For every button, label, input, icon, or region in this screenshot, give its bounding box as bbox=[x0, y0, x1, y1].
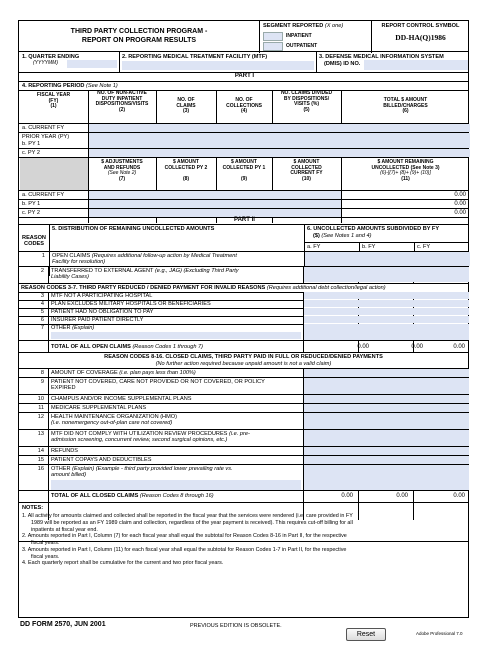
form-header bbox=[18, 20, 469, 52]
code-8-inputs[interactable] bbox=[304, 369, 469, 377]
row-current-fy: a. CURRENT FY bbox=[22, 125, 65, 131]
code-6-inputs[interactable] bbox=[304, 316, 469, 323]
quarter-ending-label: 1. QUARTER ENDING bbox=[22, 54, 80, 60]
heading-codes-8-16: REASON CODES 8-16. CLOSED CLAIMS, THIRD PARTY PAID IN FULL OR REDUCED/DENIED PAYMENTS bbox=[104, 354, 383, 360]
code-2-desc: TRANSFERRED TO EXTERNAL AGENT (e.g., JAG) (Excluding Third Party Liability Cases) bbox=[51, 268, 239, 281]
heading-codes-8-16-note: (No further action required because unpaid amount is not a valid claim) bbox=[155, 361, 332, 367]
code-16-explain-input[interactable] bbox=[51, 480, 301, 490]
code-7-number: 7 bbox=[40, 325, 44, 331]
code-10-inputs[interactable] bbox=[304, 395, 469, 403]
fy-col-a: a. FY bbox=[307, 244, 321, 250]
code-4-number: 4 bbox=[40, 301, 44, 307]
obsolete-notice: PREVIOUS EDITION IS OBSOLETE. bbox=[190, 623, 282, 629]
mtf-label: 2. REPORTING MEDICAL TREATMENT FACILITY (MTF) bbox=[122, 54, 268, 60]
row-bottom-py1: b. PY 1 bbox=[22, 201, 41, 207]
code-6-number: 6 bbox=[40, 317, 44, 323]
code-8-number: 8 bbox=[40, 370, 44, 376]
remaining-current-fy: 0.00 bbox=[454, 192, 466, 198]
section5-heading: 5. DISTRIBUTION OF REMAINING UNCOLLECTED AMOUNTS bbox=[52, 226, 215, 232]
report-control-symbol-value: DD-HA(Q)1986 bbox=[395, 33, 446, 42]
form-id: DD FORM 2570, JUN 2001 bbox=[20, 621, 106, 628]
col1-header: FISCAL YEAR (FY) (1) bbox=[36, 92, 71, 110]
code-5-number: 5 bbox=[40, 309, 44, 315]
remaining-py1: 0.00 bbox=[454, 201, 466, 207]
code-9-number: 9 bbox=[40, 379, 44, 385]
col8-header: $ AMOUNT COLLECTED PY 2 (8) bbox=[164, 159, 208, 182]
code-13-number: 13 bbox=[37, 431, 44, 437]
grey-blank-cell bbox=[20, 158, 88, 190]
outpatient-checkbox[interactable] bbox=[263, 42, 283, 51]
code-2-inputs[interactable] bbox=[304, 267, 469, 282]
total-closed-b: 0.00 bbox=[396, 493, 408, 499]
total-closed-a: 0.00 bbox=[341, 493, 353, 499]
code-2-number: 2 bbox=[40, 268, 44, 274]
code-3-desc: MTF NOT A PARTICIPATING HOSPITAL bbox=[51, 293, 153, 299]
code-7-explain-input[interactable] bbox=[51, 332, 301, 339]
code-14-inputs[interactable] bbox=[304, 447, 469, 455]
code-7-inputs[interactable] bbox=[304, 324, 469, 340]
total-open-b: 0.00 bbox=[411, 344, 423, 350]
col7-header: $ ADJUSTMENTS AND REFUNDS (See Note 2) (7) bbox=[101, 159, 143, 182]
code-14-number: 14 bbox=[37, 448, 44, 454]
code-15-desc: PATIENT COPAYS AND DEDUCTIBLES bbox=[51, 457, 152, 463]
fy-col-c: c. FY bbox=[417, 244, 431, 250]
col4-header: NO. OF COLLECTIONS (4) bbox=[226, 97, 262, 115]
dmis-input[interactable] bbox=[364, 60, 468, 70]
report-control-symbol-label: REPORT CONTROL SYMBOL bbox=[381, 23, 460, 29]
row-bottom-current-fy: a. CURRENT FY bbox=[22, 192, 65, 198]
code-13-desc: MTF DID NOT COMPLY WITH UTILIZATION REVIEW PROCEDURES (i.e. pre- admission screening, concurrent review, second surgical opinions, etc.) bbox=[51, 431, 250, 444]
code-12-number: 12 bbox=[37, 414, 44, 420]
quarter-ending-input[interactable] bbox=[67, 60, 117, 68]
total-closed-c: 0.00 bbox=[453, 493, 465, 499]
part1-top-py1-inputs[interactable] bbox=[89, 133, 470, 148]
adobe-version: Adobe Professional 7.0 bbox=[416, 631, 463, 636]
form-title-line1: THIRD PARTY COLLECTION PROGRAM - bbox=[70, 28, 208, 35]
part2-heading: PART II bbox=[234, 217, 255, 223]
section6-heading: 6. UNCOLLECTED AMOUNTS SUBDIVIDED BY FY bbox=[307, 226, 440, 232]
total-closed-label: TOTAL OF ALL CLOSED CLAIMS (Reason Codes 8 through 16) bbox=[51, 493, 214, 499]
total-open-a: 0.00 bbox=[357, 344, 369, 350]
notes-heading: NOTES: bbox=[22, 505, 44, 511]
dmis-label-2: (DMIS) ID NO. bbox=[324, 61, 361, 67]
code-11-number: 11 bbox=[38, 405, 44, 411]
code-1-number: 1 bbox=[41, 253, 45, 259]
part1-top-current-fy-inputs[interactable] bbox=[89, 124, 470, 132]
code-10-number: 10 bbox=[37, 396, 44, 402]
mtf-input[interactable] bbox=[122, 61, 314, 70]
reporting-period-label: 4. REPORTING PERIOD (See Note 1) bbox=[22, 83, 118, 89]
code-9-inputs[interactable] bbox=[304, 378, 469, 394]
code-15-inputs[interactable] bbox=[304, 456, 469, 464]
code-9-desc: PATIENT NOT COVERED, CARE NOT PROVIDED OR NOT COVERED, OR POLICY EXPIRED bbox=[51, 379, 265, 392]
code-7-desc: OTHER (Explain) bbox=[51, 325, 95, 331]
row-py1: b. PY 1 bbox=[22, 141, 41, 147]
code-13-inputs[interactable] bbox=[304, 430, 469, 446]
reason-codes-header: REASON CODES bbox=[22, 235, 46, 248]
notes-section bbox=[18, 502, 469, 618]
code-12-inputs[interactable] bbox=[304, 413, 469, 429]
code-11-desc: MEDICARE SUPPLEMENTAL PLANS bbox=[51, 405, 147, 411]
part1-heading: PART I bbox=[234, 73, 255, 79]
quarter-ending-format: (YYYYMM) bbox=[33, 60, 58, 66]
section6-heading-b: ($) (See Notes 1 and 4) bbox=[313, 233, 372, 239]
col3-header: NO. OF CLAIMS (3) bbox=[176, 97, 196, 115]
code-1-inputs[interactable] bbox=[305, 252, 470, 266]
row-prior-year: PRIOR YEAR (PY) bbox=[22, 134, 70, 140]
code-14-desc: REFUNDS bbox=[51, 448, 79, 454]
col6-header: TOTAL $ AMOUNT BILLED/CHARGES (6) bbox=[383, 97, 428, 115]
outpatient-label: OUTPATIENT bbox=[286, 43, 318, 49]
reset-button[interactable]: Reset bbox=[346, 628, 386, 641]
code-15-number: 15 bbox=[37, 457, 44, 463]
dmis-label-1: 3. DEFENSE MEDICAL INFORMATION SYSTEM bbox=[319, 54, 444, 60]
code-8-desc: AMOUNT OF COVERAGE (i.e. plan pays less than 100%) bbox=[51, 370, 196, 376]
code-6-desc: INSURER PAID PATIENT DIRECTLY bbox=[51, 317, 144, 323]
code-16-number: 16 bbox=[37, 466, 44, 472]
code-10-desc: CHAMPUS AND/OR INCOME SUPPLEMENTAL PLANS bbox=[51, 396, 192, 402]
part1-bottom-py2-inputs[interactable] bbox=[89, 209, 341, 217]
code-16-desc: OTHER (Explain) (Example - third party provided lower prevailing rate vs. amount billed) bbox=[51, 466, 233, 479]
code-11-inputs[interactable] bbox=[304, 404, 469, 412]
col10-header: $ AMOUNT COLLECTED CURRENT FY (10) bbox=[290, 159, 323, 182]
code-1-desc: OPEN CLAIMS (Requires additional follow-up action by Medical Treatment Facility for resolution) bbox=[52, 253, 237, 266]
row-bottom-py2: c. PY 2 bbox=[22, 210, 40, 216]
row-py2: c. PY 2 bbox=[22, 150, 40, 156]
divider-open bbox=[18, 352, 469, 353]
code-12-desc: HEALTH MAINTENANCE ORGANIZATION (HMO) (i.e. nonemergency out-of-plan care not covered) bbox=[51, 414, 177, 427]
remaining-py2: 0.00 bbox=[454, 210, 466, 216]
heading-codes-3-7: REASON CODES 3-7. THIRD PARTY REDUCED / DENIED PAYMENT FOR INVALID REASONS (Requires additional debt collection/legal action) bbox=[21, 285, 386, 291]
code-3-inputs[interactable] bbox=[304, 292, 469, 299]
segment-label: SEGMENT REPORTED (X one) bbox=[263, 23, 344, 29]
part1-bottom-py1-inputs[interactable] bbox=[89, 200, 341, 208]
form-title-line2: REPORT ON PROGRAM RESULTS bbox=[81, 37, 197, 44]
col2-header: NO. OF NON-ACTIVE DUTY INPATIENT DISPOSITIONS/VISITS (2) bbox=[95, 90, 149, 113]
fy-col-b: b. FY bbox=[362, 244, 376, 250]
col11-header: $ AMOUNT REMAINING UNCOLLECTED (See Note 3) (6)-[(7)+ (8)+ (9)+ (10)] (11) bbox=[371, 159, 440, 182]
notes-body: 1. All activity for amounts claimed and collected shall be reported in the fiscal year that the services were rendered (i.e. care provided in FY 1989 will be reported as an FY 1989 claim and collection, regardless of the year payment is received). This requires cut-off billing for all inpatients at fiscal year end. 2. Amounts reported in Part I, Column (7) for each fiscal year shall equal the subtotal for Reason Codes 8-16 in Part II, for the respective fiscal years. 3. Amounts reported in Part I, Column (11) for each fiscal year shall equal the subtotal for Reason Codes 1-7 in Part II, for the respective fiscal years. 4. Each quarterly report shall be cumulative for the current and two prior fiscal years. bbox=[22, 513, 353, 567]
code-4-inputs[interactable] bbox=[304, 300, 469, 307]
code-3-number: 3 bbox=[40, 293, 44, 299]
total-open-label: TOTAL OF ALL OPEN CLAIMS (Reason Codes 1 through 7) bbox=[51, 344, 204, 350]
code-16-inputs[interactable] bbox=[304, 465, 469, 490]
inpatient-label: INPATIENT bbox=[286, 33, 312, 39]
code-5-inputs[interactable] bbox=[304, 308, 469, 315]
code-5-desc: PATIENT HAD NO OBLIGATION TO PAY bbox=[51, 309, 154, 315]
col5-header: NO. CLAIMS DIVIDED BY DISPOSITIONS/ VISITS (%) (5) bbox=[280, 90, 333, 113]
part1-top-py2-inputs[interactable] bbox=[89, 149, 470, 157]
codes-3-7-table bbox=[18, 292, 469, 352]
col9-header: $ AMOUNT COLLECTED PY 1 (9) bbox=[222, 159, 266, 182]
code-4-desc: PLAN EXCLUDES MILITARY HOSPITALS OR BENEFICIARIES bbox=[51, 301, 211, 307]
part1-bottom-current-fy-inputs[interactable] bbox=[89, 191, 341, 199]
codes-8-16-table bbox=[18, 368, 469, 520]
inpatient-checkbox[interactable] bbox=[263, 32, 283, 41]
total-open-c: 0.00 bbox=[453, 344, 465, 350]
